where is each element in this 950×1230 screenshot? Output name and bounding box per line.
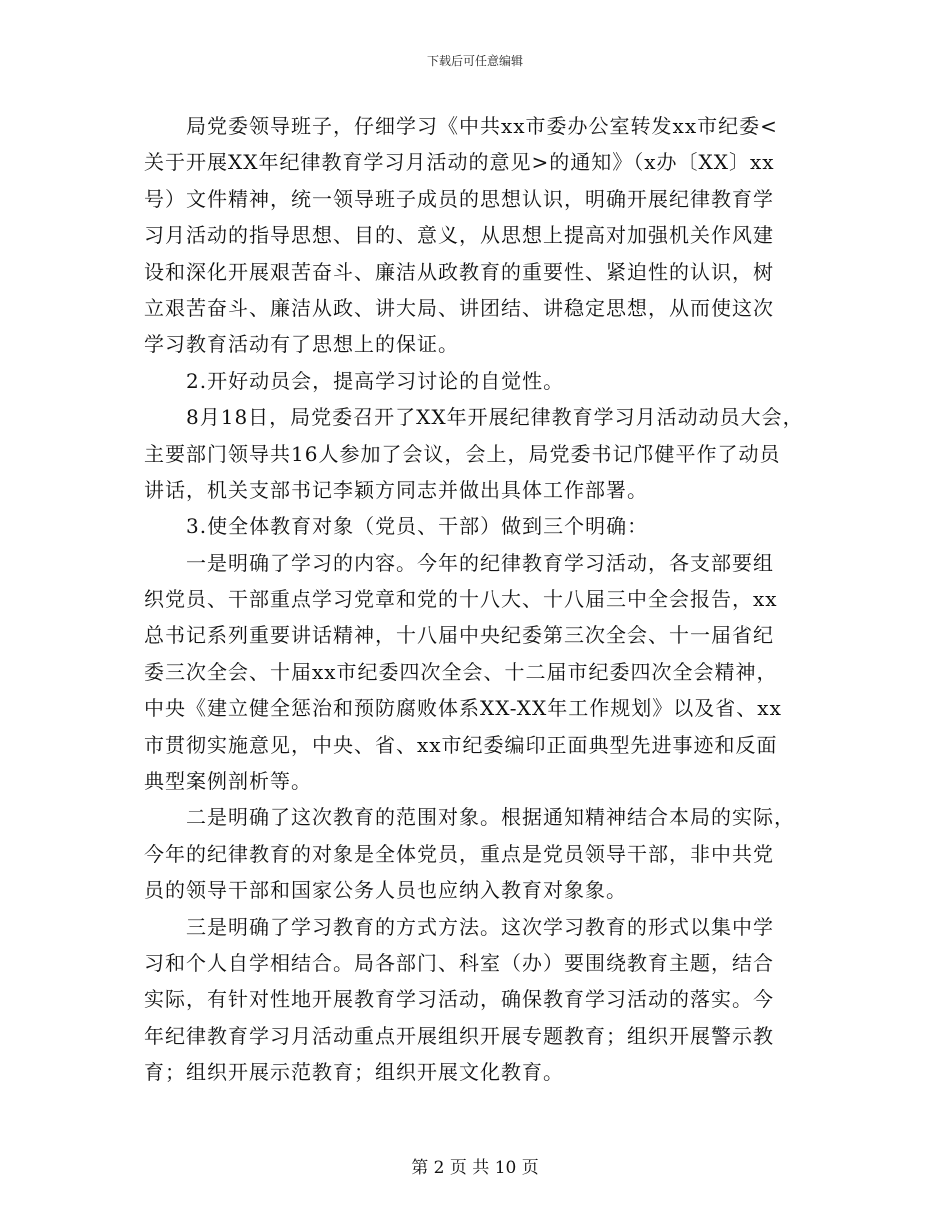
text-line: 今年的纪律教育的对象是全体党员，重点是党员领导干部，非中共党 — [144, 841, 774, 866]
text-line: 习月活动的指导思想、目的、意义，从思想上提高对加强机关作风建 — [144, 223, 774, 248]
text-line: 号）文件精神，统一领导班子成员的思想认识，明确开展纪律教育学 — [144, 186, 774, 211]
text-line: 市贯彻实施意见，中央、省、xx市纪委编印正面典型先进事迹和反面 — [144, 732, 778, 757]
text-line: 8月18日，局党委召开了XX年开展纪律教育学习月活动动员大会， — [186, 405, 804, 430]
paragraph — [144, 909, 834, 1091]
text-line: 典型案例剖析等。 — [144, 769, 312, 794]
text-line: 总书记系列重要讲话精神，十八届中央纪委第三次全会、十一届省纪 — [144, 623, 774, 648]
page-number-footer: 第 2 页 共 10 页 — [411, 1158, 539, 1178]
paragraph — [144, 108, 834, 363]
text-line: 年纪律教育学习月活动重点开展组织开展专题教育；组织开展警示教 — [144, 1023, 774, 1048]
text-line: 二是明确了这次教育的范围对象。根据通知精神结合本局的实际， — [186, 805, 795, 830]
paragraph — [144, 399, 834, 508]
text-line: 一是明确了学习的内容。今年的纪律教育学习活动，各支部要组 — [186, 550, 774, 575]
paragraph — [144, 545, 834, 800]
text-line: 局党委领导班子，仔细学习《中共xx市委办公室转发xx市纪委< — [186, 114, 778, 138]
text-line: 育；组织开展示范教育；组织开展文化教育。 — [144, 1060, 564, 1085]
paragraph — [144, 799, 834, 908]
paragraph — [144, 363, 834, 399]
text-line: 2.开好动员会，提高学习讨论的自觉性。 — [186, 368, 565, 393]
text-line: 中央《建立健全惩治和预防腐败体系XX-XX年工作规划》以及省、xx — [144, 696, 782, 721]
text-line: 讲话，机关支部书记李颖方同志并做出具体工作部署。 — [144, 477, 648, 502]
text-line: 实际，有针对性地开展教育学习活动，确保教育学习活动的落实。今 — [144, 987, 774, 1012]
text-line: 织党员、干部重点学习党章和党的十八大、十八届三中全会报告，xx — [144, 587, 778, 612]
paragraph — [144, 508, 834, 544]
text-line: 委三次全会、十届xx市纪委四次全会、十二届市纪委四次全会精神， — [144, 659, 778, 684]
text-line: 员的领导干部和国家公务人员也应纳入教育对象象。 — [144, 878, 627, 903]
text-line: 立艰苦奋斗、廉洁从政、讲大局、讲团结、讲稳定思想，从而使这次 — [144, 295, 774, 320]
text-line: 习和个人自学相结合。局各部门、科室（办）要围绕教育主题，结合 — [144, 950, 774, 975]
text-line: 主要部门领导共16人参加了会议，会上，局党委书记邝健平作了动员 — [144, 441, 781, 466]
document-body — [144, 108, 834, 1091]
text-line: 关于开展XX年纪律教育学习月活动的意见>的通知》（x办〔XX〕xx — [144, 150, 775, 175]
text-line: 学习教育活动有了思想上的保证。 — [144, 332, 459, 357]
text-line: 设和深化开展艰苦奋斗、廉洁从政教育的重要性、紧迫性的认识，树 — [144, 259, 774, 284]
header-note: 下载后可任意编辑 — [426, 54, 523, 68]
text-line: 3.使全体教育对象（党员、干部）做到三个明确： — [186, 514, 649, 539]
text-line: 三是明确了学习教育的方式方法。这次学习教育的形式以集中学 — [186, 914, 774, 939]
